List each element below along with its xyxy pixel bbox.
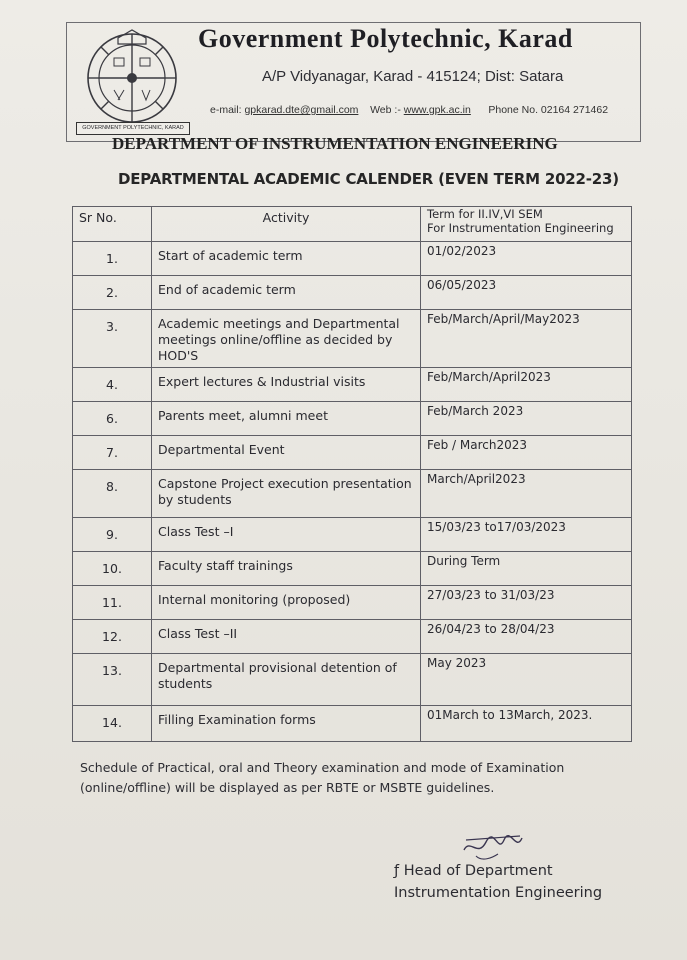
logo-caption: GOVERNMENT POLYTECHNIC, KARAD	[76, 122, 190, 135]
examination-schedule-note: Schedule of Practical, oral and Theory examination and mode of Examination (online/offline) will be displayed as per RBTE or MSBTE guidelines.	[80, 760, 565, 795]
row-sr: 4.	[73, 368, 152, 402]
academic-calendar-table	[72, 206, 632, 742]
row-term: 01March to 13March, 2023.	[421, 706, 632, 742]
row-sr: 13.	[73, 654, 152, 706]
row-term: May 2023	[421, 654, 632, 706]
row-activity: End of academic term	[152, 276, 421, 310]
row-term: Feb/March 2023	[421, 402, 632, 436]
web-label: Web :-	[370, 104, 401, 116]
row-sr: 10.	[73, 552, 152, 586]
row-activity: Departmental Event	[152, 436, 421, 470]
row-activity: Start of academic term	[152, 242, 421, 276]
calendar-title: DEPARTMENTAL ACADEMIC CALENDER (EVEN TERM 2022-23)	[118, 170, 619, 188]
row-sr: 3.	[73, 310, 152, 368]
row-activity: Class Test –I	[152, 518, 421, 552]
signatory-department: Instrumentation Engineering	[394, 885, 603, 901]
table-row	[73, 402, 632, 436]
header-activity: Activity	[152, 207, 421, 242]
web-link[interactable]: www.gpk.ac.in	[403, 104, 471, 116]
table-row	[73, 706, 632, 742]
row-activity: Class Test –II	[152, 620, 421, 654]
row-term: Feb/March/April2023	[421, 368, 632, 402]
signature-icon	[458, 828, 528, 864]
table-row	[73, 310, 632, 368]
row-activity: Academic meetings and Departmental meetings online/offline as decided by HOD'S	[152, 310, 421, 368]
table-row	[73, 368, 632, 402]
table-row	[73, 552, 632, 586]
header-term-line1: Term for II.IV,VI SEM	[427, 207, 543, 221]
row-activity: Internal monitoring (proposed)	[152, 586, 421, 620]
row-sr: 12.	[73, 620, 152, 654]
row-term: March/April2023	[421, 470, 632, 518]
phone-number: Phone No. 02164 271462	[488, 104, 609, 116]
table-row	[73, 586, 632, 620]
table-row	[73, 620, 632, 654]
row-term: Feb / March2023	[421, 436, 632, 470]
institute-contact	[210, 104, 608, 116]
email-link[interactable]: gpkarad.dte@gmail.com	[244, 104, 359, 116]
table-row	[73, 242, 632, 276]
row-sr: 11.	[73, 586, 152, 620]
header-term-line2: For Instrumentation Engineering	[427, 221, 614, 235]
institute-address: A/P Vidyanagar, Karad - 415124; Dist: Satara	[262, 68, 564, 85]
header-term	[421, 207, 632, 242]
row-activity: Capstone Project execution presentation by students	[152, 470, 421, 518]
row-sr: 6.	[73, 402, 152, 436]
row-term: During Term	[421, 552, 632, 586]
row-sr: 14.	[73, 706, 152, 742]
row-term: 01/02/2023	[421, 242, 632, 276]
row-activity: Filling Examination forms	[152, 706, 421, 742]
table-row	[73, 654, 632, 706]
row-term: 27/03/23 to 31/03/23	[421, 586, 632, 620]
table-row	[73, 436, 632, 470]
row-term: Feb/March/April/May2023	[421, 310, 632, 368]
table-row	[73, 470, 632, 518]
row-sr: 2.	[73, 276, 152, 310]
row-sr: 8.	[73, 470, 152, 518]
row-term: 26/04/23 to 28/04/23	[421, 620, 632, 654]
institute-logo-icon	[74, 28, 190, 134]
table-header-row	[73, 207, 632, 242]
table-row	[73, 518, 632, 552]
row-sr: 7.	[73, 436, 152, 470]
header-sr-no: Sr No.	[73, 207, 152, 242]
table-row	[73, 276, 632, 310]
row-term: 06/05/2023	[421, 276, 632, 310]
row-sr: 9.	[73, 518, 152, 552]
institute-name: Government Polytechnic, Karad	[198, 24, 573, 53]
row-activity: Expert lectures & Industrial visits	[152, 368, 421, 402]
row-activity: Parents meet, alumni meet	[152, 402, 421, 436]
row-term: 15/03/23 to17/03/2023	[421, 518, 632, 552]
row-sr: 1.	[73, 242, 152, 276]
email-label: e-mail:	[210, 104, 242, 116]
signatory-title: ƒ Head of Department	[394, 863, 553, 879]
signatory-block	[394, 860, 602, 904]
row-activity: Departmental provisional detention of students	[152, 654, 421, 706]
row-activity: Faculty staff trainings	[152, 552, 421, 586]
department-title: DEPARTMENT OF INSTRUMENTATION ENGINEERING	[112, 134, 558, 153]
